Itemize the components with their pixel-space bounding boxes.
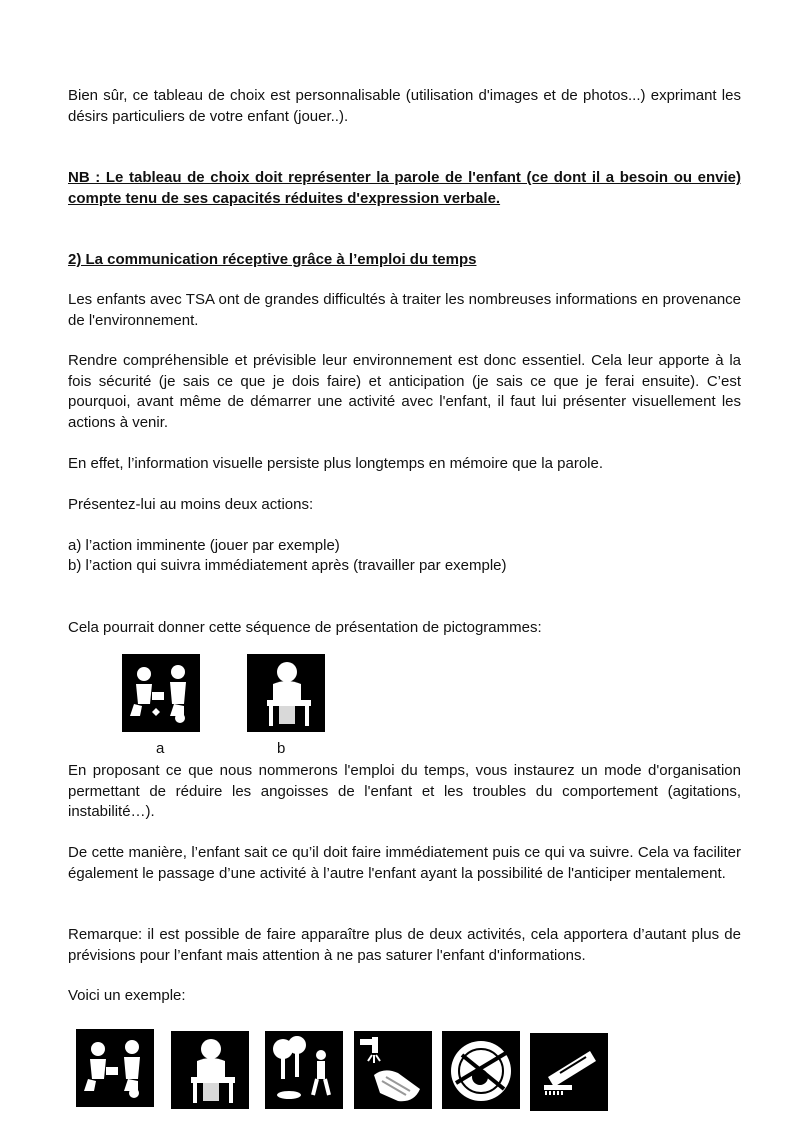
nb-note: NB : Le tableau de choix doit représenter la parole de l'enfant (ce dont il a besoin ou envie) compte tenu de ses capacités réduites d'expression verbale.: [68, 169, 741, 207]
eat-pictogram: [442, 1031, 520, 1109]
paragraph-predictable: Rendre compréhensible et prévisible leur environnement est donc essentiel. Cela leur apporte à la fois sécurité (je sais ce que je dois faire) et anticipation (je sais ce que je ferai ensuite). C’est pourquoi, avant même de démarrer une activité avec l'enfant, il faut lui présenter visuellement les actions à venir.: [68, 352, 741, 431]
list-item-a: a) l’action imminente (jouer par exemple): [68, 537, 340, 554]
work-pictogram: [247, 654, 325, 732]
work-pictogram: [171, 1031, 249, 1109]
play-pictogram: [76, 1029, 154, 1107]
paragraph-two-actions: Présentez-lui au moins deux actions:: [68, 496, 314, 513]
list-item-b: b) l’action qui suivra immédiatement après (travailler par exemple): [68, 557, 507, 574]
play-pictogram: [122, 654, 200, 732]
paragraph-example: Voici un exemple:: [68, 987, 186, 1004]
caption-a: a: [156, 740, 165, 757]
brush-teeth-pictogram: [530, 1033, 608, 1111]
wash-hands-pictogram: [354, 1031, 432, 1109]
caption-b: b: [277, 740, 286, 757]
section-heading: 2) La communication réceptive grâce à l’emploi du temps: [68, 251, 477, 268]
walk-pictogram: [265, 1031, 343, 1109]
paragraph-visual-info: En effet, l’information visuelle persiste plus longtemps en mémoire que la parole.: [68, 455, 604, 472]
paragraph-remark: Remarque: il est possible de faire apparaître plus de deux activités, cela apportera d’autant plus de prévisions pour l’enfant mais attention à ne pas saturer l'enfant d'informations.: [68, 926, 741, 964]
paragraph-tsa: Les enfants avec TSA ont de grandes difficultés à traiter les nombreuses informations en provenance de l'environnement.: [68, 291, 741, 329]
paragraph-intro: Bien sûr, ce tableau de choix est personnalisable (utilisation d'images et de photos...) exprimant les désirs particuliers de votre enfant (jouer..).: [68, 87, 741, 125]
paragraph-schedule: En proposant ce que nous nommerons l'emploi du temps, vous instaurez un mode d'organisation permettant de réduire les angoisses de l'enfant et les troubles du comportement (agitations, instabilité…).: [68, 762, 741, 820]
paragraph-this-way: De cette manière, l’enfant sait ce qu’il doit faire immédiatement puis ce qui va suivre. Cela va faciliter également le passage d’une activité à l’autre l'enfant ayant la possibilité de l'anticiper mentalement.: [68, 844, 741, 882]
paragraph-sequence: Cela pourrait donner cette séquence de présentation de pictogrammes:: [68, 619, 542, 636]
